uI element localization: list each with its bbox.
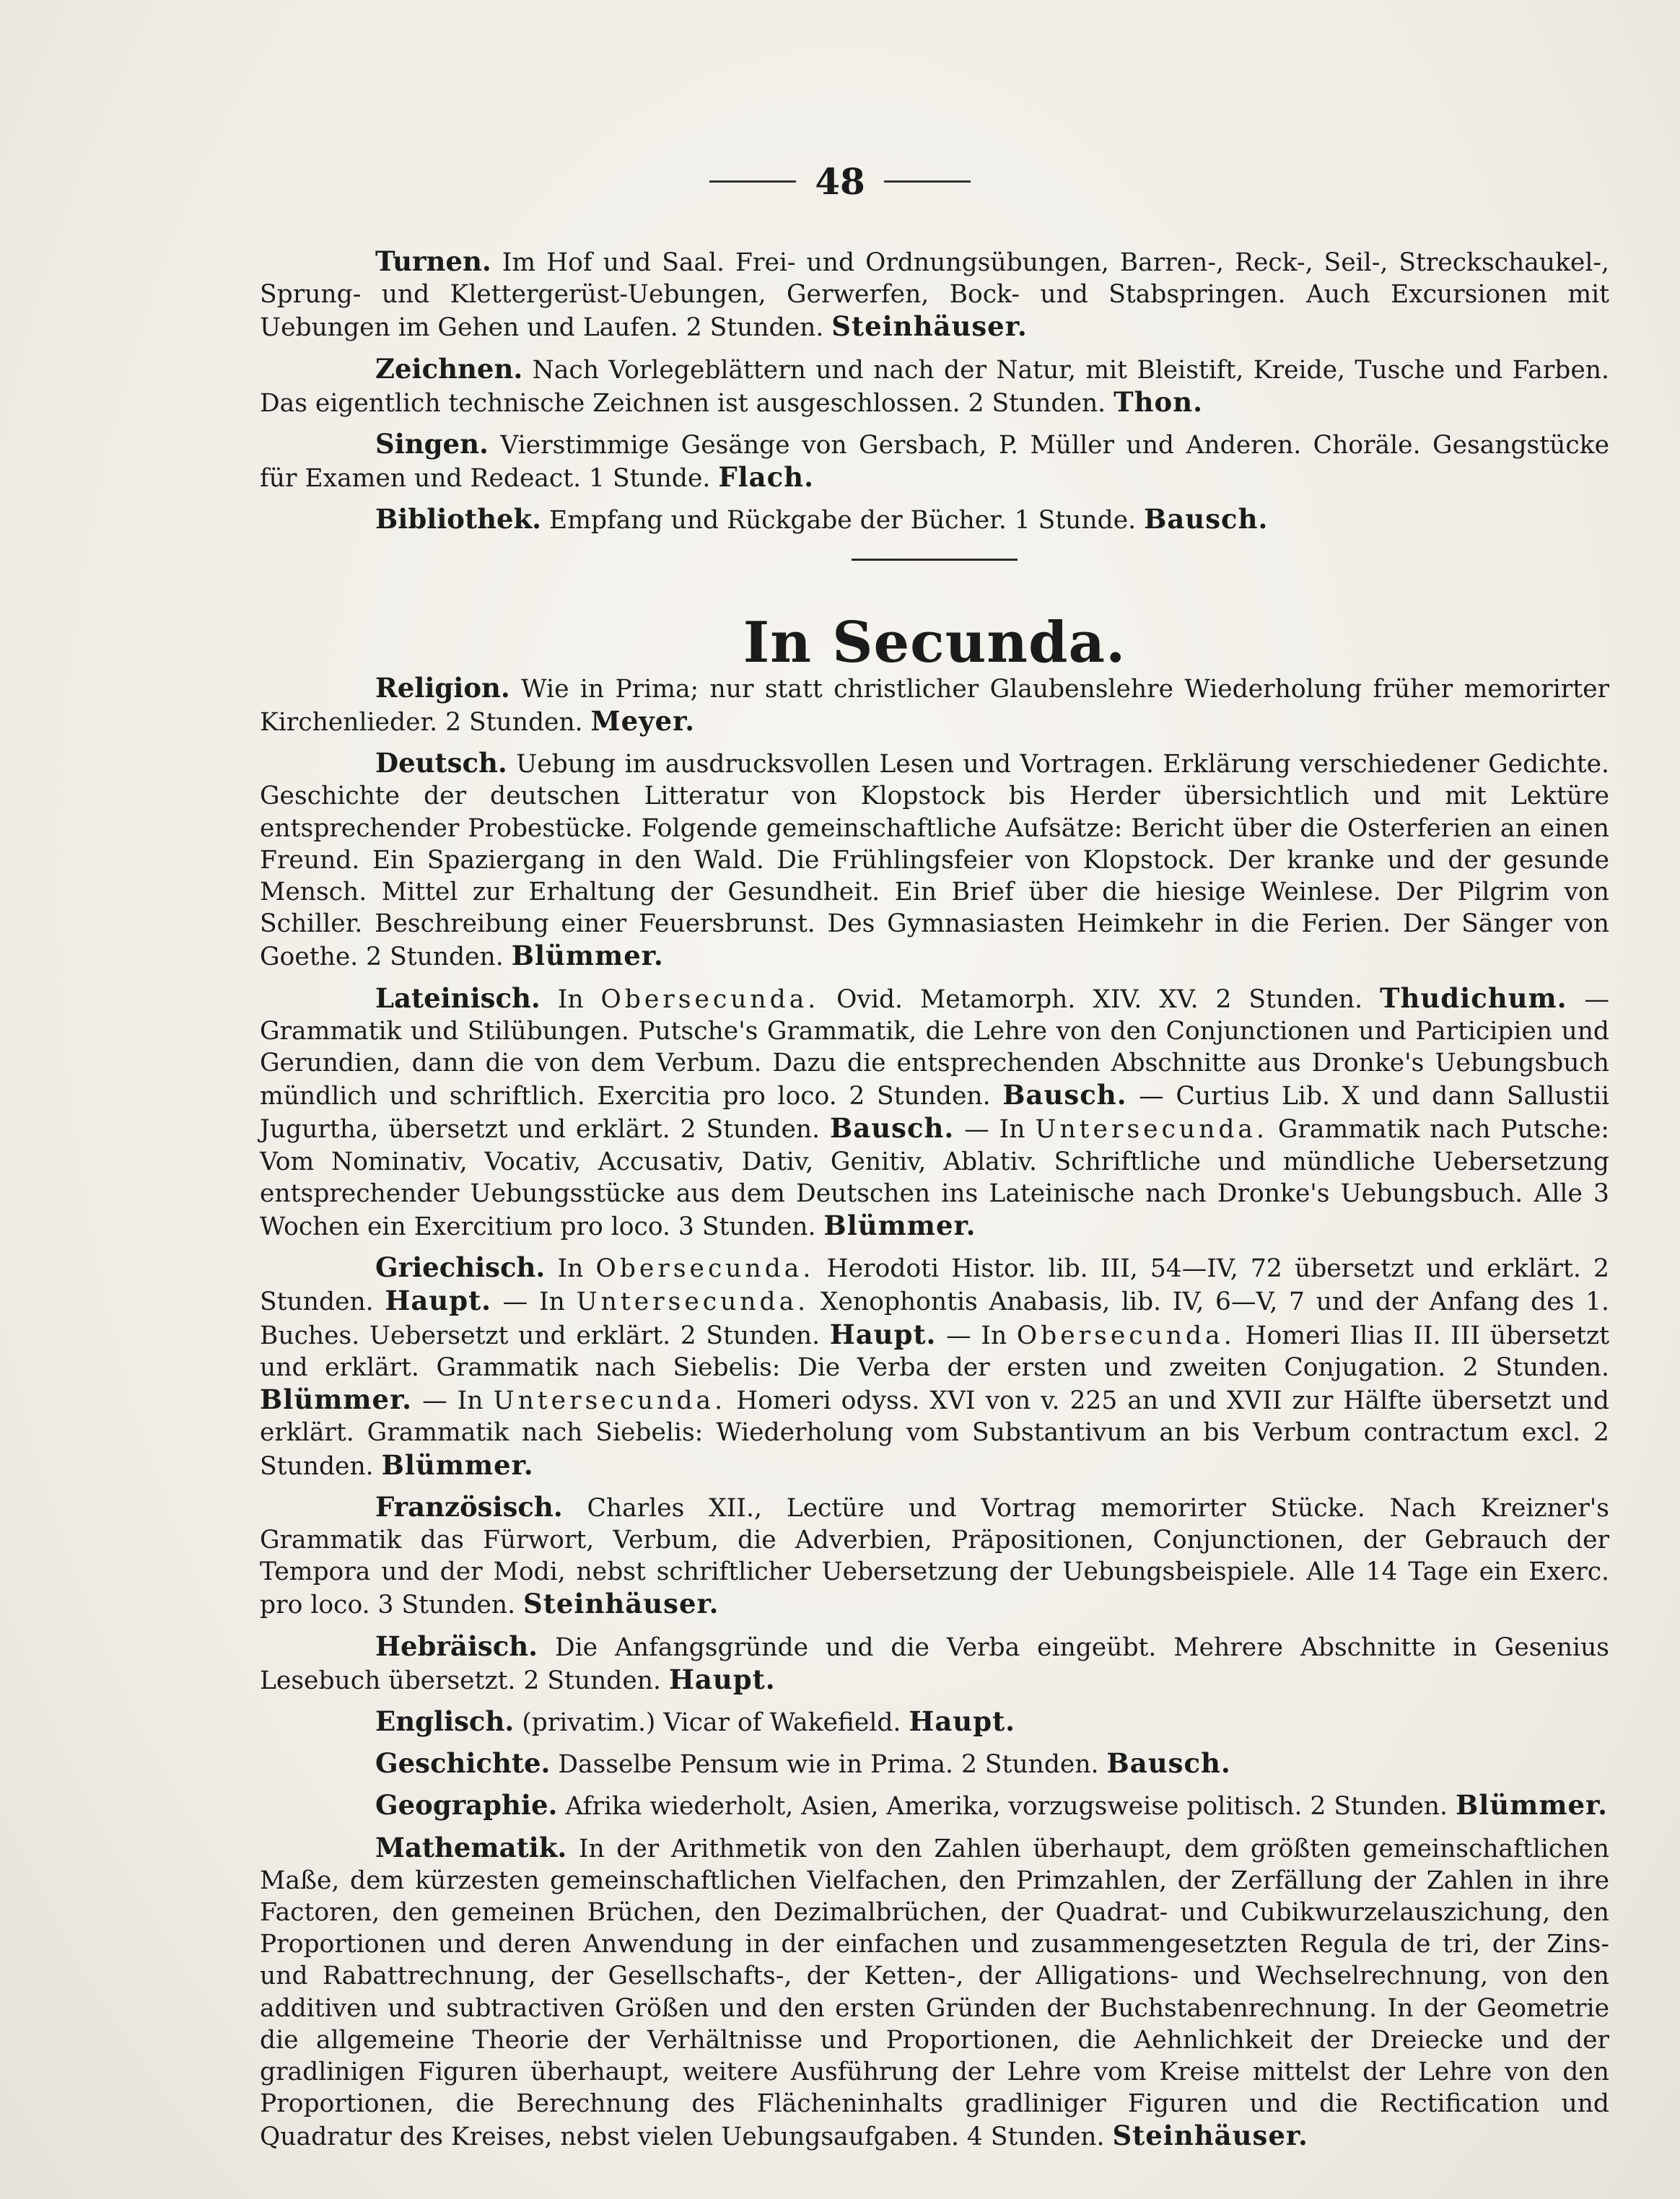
section-heading: In Secunda. xyxy=(743,609,1126,676)
paragraph-text: In xyxy=(545,1254,596,1284)
paragraph-text: — In xyxy=(491,1288,577,1317)
teacher-name: Steinhäuser. xyxy=(523,1588,719,1620)
paragraph-text: Nach Vorlegeblättern und nach der Natur, mit Bleistift, Kreide, Tusche und Farben. Das eigentlich technische Zeichnen ist ausgeschlossen. 2 Stunden. xyxy=(260,355,1609,418)
paragraph-text: Im Hof und Saal. Frei- und Ordnungsübungen, Barren-, Reck-, Seil-, Streckschaukel-, Sprung- und Klettergerüst-Uebungen, Gerwerfen, Bock- und Stabspringen. Auch Excursionen mit Uebungen im Gehen und Laufen. 2 Stunden. xyxy=(260,248,1609,343)
teacher-name: Blümmer. xyxy=(511,940,664,972)
subject-heading: Bibliothek. xyxy=(375,503,542,535)
paragraph-geschichte xyxy=(260,1747,1609,1780)
paragraph-turnen xyxy=(260,245,1609,344)
paragraph-text: — Grammatik und Stilübungen. Putsche's Grammatik, die Lehre von den Conjunctionen und Participien und Gerundien, dann die von dem Verbum. Dazu die entsprechenden Abschnitte aus Dronke's Uebungsbuch mündlich und schriftlich. Exercitia pro loco. 2 Stunden. xyxy=(260,984,1610,1111)
paragraph-text: Ovid. Metamorph. XIV. XV. 2 Stunden. xyxy=(819,984,1380,1014)
paragraph-text: Charles XII., Lectüre und Vortrag memorirter Stücke. Nach Kreizner's Grammatik das Fürwort, Verbum, die Adverbien, Präpositionen, Conjunctionen, der Gebrauch der Tempora und der Modi, nebst schriftlicher Uebersetzung der Uebungsbeispiele. Alle 14 Tage ein Exerc. pro loco. 3 Stunden. xyxy=(260,1493,1609,1620)
paragraph-text: In der Arithmetik von den Zahlen überhaupt, dem größten gemeinschaftlichen Maße, dem kürzesten gemeinschaftlichen Vielfachen, den Primzahlen, der Zerfällung der Zahlen in ihre Factoren, den gemeinen Brüchen, den Dezimalbrüchen, der Quadrat- und Cubikwurzelauszichung, den Proportionen und deren Anwendung in der einfachen und zusammengesetzten Regula de tri, der Zins- und Rabattrechnung, der Gesellschafts-, der Ketten-, der Alligations- und Wechselrechnung, von den additiven und subtractiven Größen und den ersten Gründen der Buchstabenrechnung. In der Geometrie die allgemeine Theorie der Verhältnisse und Proportionen, die Aehnlichkeit der Dreiecke und der gradlinigen Figuren überhaupt, weitere Ausführung der Lehre vom Kreise mittelst der Lehre von den Proportionen, die Berechnung des Flächeninhalts gradliniger Figuren und die Rectification und Quadratur des Kreises, nebst vielen Uebungsaufgaben. 4 Stunden. xyxy=(260,1834,1609,2152)
teacher-name: Bausch. xyxy=(830,1112,955,1145)
paragraph-text: — In xyxy=(954,1115,1036,1145)
paragraph-text: Uebung im ausdrucksvollen Lesen und Vortragen. Erklärung verschiedener Gedichte. Geschichte der deutschen Litteratur von Klopstock bis Herder übersichtlich und mit Lektüre entsprechender Probestücke. Folgende gemeinschaftliche Aufsätze: Bericht über die Osterferien an einen Freund. Ein Spaziergang in den Wald. Die Frühlingsfeier von Klopstock. Der kranke und der gesunde Mensch. Mittel zur Erhaltung der Gesundheit. Ein Brief über die hiesige Weinlese. Der Pilgrim von Schiller. Beschreibung einer Feuersbrunst. Des Gymnasiasten Heimkehr in die Ferien. Der Sänger von Goethe. 2 Stunden. xyxy=(260,750,1609,972)
subject-heading: Turnen. xyxy=(375,245,491,277)
body-text xyxy=(260,245,1609,2162)
teacher-name: Blümmer. xyxy=(1455,1789,1608,1822)
paragraph-text: Afrika wiederholt, Asien, Amerika, vorzugsweise politisch. 2 Stunden. xyxy=(557,1792,1456,1822)
subject-heading: Singen. xyxy=(375,428,489,460)
teacher-name: Blümmer. xyxy=(381,1448,534,1481)
paragraph-text: In xyxy=(540,984,601,1014)
paragraph-griechisch xyxy=(260,1251,1609,1482)
teacher-name: Flach. xyxy=(718,461,814,494)
paragraph-text: Dasselbe Pensum wie in Prima. 2 Stunden. xyxy=(550,1750,1107,1780)
class-label: Obersecunda. xyxy=(1016,1321,1235,1350)
subject-heading: Mathematik. xyxy=(375,1831,567,1863)
paragraph-text: — In xyxy=(936,1321,1017,1350)
class-label: Obersecunda. xyxy=(595,1254,815,1284)
teacher-name: Steinhäuser. xyxy=(831,310,1028,343)
subject-heading: Hebräisch. xyxy=(375,1630,538,1662)
section-divider xyxy=(852,559,1018,561)
subject-heading: Französisch. xyxy=(375,1490,563,1523)
paragraph-singen xyxy=(260,428,1609,494)
paragraph-text: Homeri Ilias II. III übersetzt und erklärt. Grammatik nach Siebelis: Die Verba der ersten und zweiten Conjugation. 2 Stunden. xyxy=(260,1321,1609,1382)
paragraph-text: Wie in Prima; nur statt christlicher Glaubenslehre Wiederholung früher memorirter Kirchenlieder. 2 Stunden. xyxy=(260,674,1609,738)
teacher-name: Steinhäuser. xyxy=(1112,2120,1308,2152)
paragraph-text: — Curtius Lib. X und dann Sallustii Jugurtha, übersetzt und erklärt. 2 Stunden. xyxy=(260,1082,1610,1145)
paragraph-text: Die Anfangsgründe und die Verba eingeübt. Mehrere Abschnitte in Gesenius Lesebuch übersetzt. 2 Stunden. xyxy=(260,1632,1609,1695)
teacher-name: Blümmer. xyxy=(260,1383,413,1416)
paragraph-text: Grammatik nach Putsche: Vom Nominativ, Vocativ, Accusativ, Dativ, Genitiv, Ablativ. Schriftliche und mündliche Uebersetzung entsprechender Uebungsstücke aus dem Deutschen ins Lateinische nach Dronke's Uebungsbuch. Alle 3 Wochen ein Exercitium pro loco. 3 Stunden. xyxy=(260,1115,1610,1242)
paragraph-zeichnen xyxy=(260,353,1609,419)
teacher-name: Haupt. xyxy=(829,1318,937,1350)
teacher-name: Thudichum. xyxy=(1379,982,1567,1014)
class-label: Untersecunda. xyxy=(576,1288,810,1317)
subject-heading: Deutsch. xyxy=(375,747,507,779)
subject-heading: Griechisch. xyxy=(375,1251,546,1284)
teacher-name: Thon. xyxy=(1114,385,1204,418)
subject-heading: Lateinisch. xyxy=(375,982,541,1014)
paragraph-text: — In xyxy=(412,1386,494,1416)
subject-heading: Religion. xyxy=(375,671,510,704)
teacher-name: Bausch. xyxy=(1002,1079,1127,1111)
header-rule-left xyxy=(709,180,796,183)
paragraph-franzoesisch xyxy=(260,1491,1609,1622)
page-header xyxy=(0,160,1680,203)
paragraph-geographie xyxy=(260,1789,1609,1822)
paragraph-bibliothek xyxy=(260,503,1609,536)
paragraph-deutsch xyxy=(260,747,1609,973)
paragraph-text: (privatim.) Vicar of Wakefield. xyxy=(514,1708,909,1737)
paragraph-text: Herodoti Histor. lib. III, 54—IV, 72 übersetzt und erklärt. 2 Stunden. xyxy=(260,1254,1610,1317)
paragraph-text: Empfang und Rückgabe der Bücher. 1 Stunde. xyxy=(541,506,1145,535)
paragraph-englisch xyxy=(260,1705,1609,1739)
page-number: 48 xyxy=(815,160,865,203)
paragraph-lateinisch xyxy=(260,982,1609,1243)
subject-heading: Englisch. xyxy=(375,1705,515,1737)
class-label: Untersecunda. xyxy=(493,1386,727,1416)
paragraph-religion xyxy=(260,672,1609,738)
class-label: Untersecunda. xyxy=(1035,1115,1268,1145)
subject-heading: Geographie. xyxy=(375,1789,558,1822)
header-rule-right xyxy=(884,180,971,183)
paragraph-mathematik xyxy=(260,1832,1609,2154)
teacher-name: Bausch. xyxy=(1144,503,1269,535)
class-label: Obersecunda. xyxy=(600,984,820,1014)
teacher-name: Haupt. xyxy=(668,1663,776,1695)
teacher-name: Bausch. xyxy=(1106,1747,1231,1780)
teacher-name: Meyer. xyxy=(590,705,696,738)
paragraph-hebraeisch xyxy=(260,1630,1609,1697)
paragraph-text: Vierstimmige Gesänge von Gersbach, P. Müller und Anderen. Choräle. Gesangstücke für Examen und Redeact. 1 Stunde. xyxy=(260,431,1609,494)
paragraph-text: Homeri odyss. XVI von v. 225 an und XVII zur Hälfte übersetzt und erklärt. Grammatik nach Siebelis: Wiederholung vom Substantivum an bis Verbum contractum excl. 2 Stunden. xyxy=(260,1386,1609,1481)
paragraph-text: Xenophontis Anabasis, lib. IV, 6—V, 7 und der Anfang des 1. Buches. Uebersetzt und erklärt. 2 Stunden. xyxy=(260,1288,1610,1350)
teacher-name: Blümmer. xyxy=(823,1210,976,1242)
teacher-name: Haupt. xyxy=(385,1285,492,1317)
teacher-name: Haupt. xyxy=(909,1705,1016,1737)
subject-heading: Geschichte. xyxy=(375,1747,551,1780)
subject-heading: Zeichnen. xyxy=(375,352,523,385)
